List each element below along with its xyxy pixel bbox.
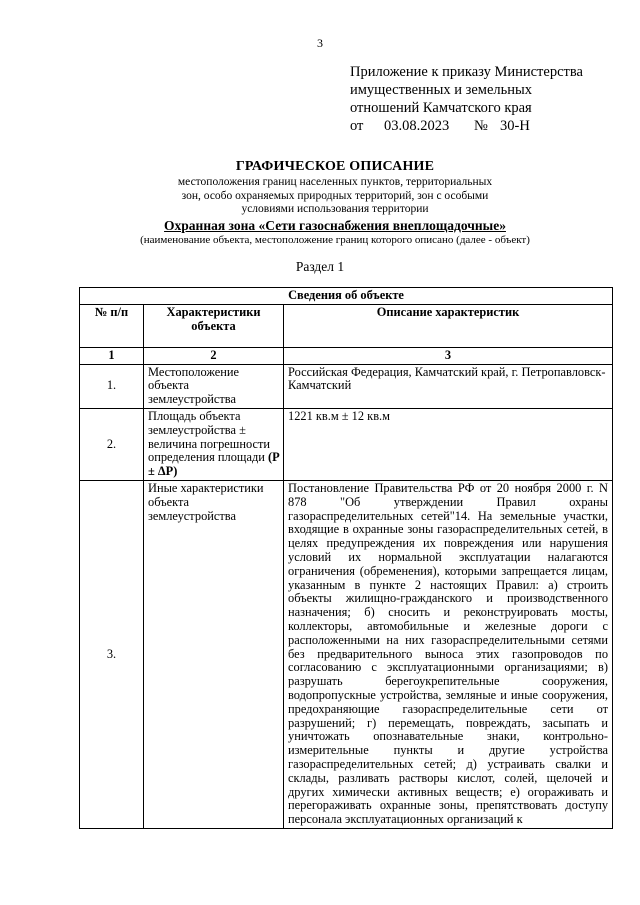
object-info-table	[79, 287, 613, 829]
row-characteristic: Площадь объекта землеустройства ± величина погрешности определения площади	[148, 408, 271, 465]
appendix-line-2: имущественных и земельных	[350, 82, 533, 98]
row-number: 1.	[80, 364, 144, 408]
header-characteristic: Характеристики объекта	[144, 304, 284, 347]
area-formula: (P ± ΔP)	[148, 450, 280, 479]
table-row	[80, 364, 613, 408]
column-index-row	[80, 347, 613, 364]
section-heading: Раздел 1	[295, 259, 345, 274]
header-description: Описание характеристик	[284, 304, 613, 347]
row-characteristic-cell	[144, 408, 284, 480]
table-header-row	[80, 304, 613, 347]
row-description: 1221 кв.м ± 12 кв.м	[284, 408, 613, 480]
number-label: №	[474, 118, 488, 134]
page-number: 3	[317, 36, 323, 50]
row-characteristic: Местоположение объекта землеустройства	[144, 364, 284, 408]
row-characteristic: Иные характеристики объекта землеустройства	[144, 480, 284, 828]
document-title: ГРАФИЧЕСКОЕ ОПИСАНИЕ	[235, 159, 435, 174]
row-number: 3.	[80, 480, 144, 828]
order-number: 30-Н	[500, 118, 530, 134]
from-label: от	[350, 118, 364, 134]
table-row	[80, 480, 613, 828]
appendix-line-3: отношений Камчатского края	[350, 100, 532, 116]
appendix-line-1: Приложение к приказу Министерства	[350, 64, 583, 80]
table-caption-row	[80, 288, 613, 305]
subtitle-line-2: зон, особо охраняемых природных территорий, зон с особыми	[181, 189, 489, 202]
table-row	[80, 408, 613, 480]
table-caption: Сведения об объекте	[80, 288, 613, 305]
subtitle-line-1: местоположения границ населенных пунктов, территориальных	[177, 176, 493, 188]
column-index: 2	[144, 347, 284, 364]
header-number: № п/п	[80, 304, 144, 347]
order-date: 03.08.2023	[384, 118, 450, 134]
order-date-number	[350, 117, 620, 135]
column-index: 1	[80, 347, 144, 364]
column-index: 3	[284, 347, 613, 364]
subtitle-line-3: условиями использования территории	[241, 203, 429, 216]
object-name-note: (наименование объекта, местоположение границ которого описано (далее - объект)	[140, 233, 530, 246]
object-name: Охранная зона «Сети газоснабжения внеплощадочные»	[164, 217, 506, 233]
row-description: Российская Федерация, Камчатский край, г. Петропавловск-Камчатский	[284, 364, 613, 408]
title-block	[110, 158, 560, 247]
row-description: Постановление Правительства РФ от 20 ноября 2000 г. N 878 "Об утверждении Правил охраны газораспределительных сетей"14. На земельные участки, входящие в охранные зоны газораспределительных сетей, в целях предупреждения их повреждения или нарушения условий их нормальной эксплуатации налагаются ограничения (обременения), которыми запрещается лицам, указанным в пункте 2 настоящих Правил: а) строить объекты жилищно-гражданского и производственного назначения; б) сносить и реконструировать мосты, коллекторы, автомобильные и железные дороги с расположенными на них газораспределительными сетями без предварительного выноса этих газопроводов по согласованию с эксплуатационными организациями; в) разрушать берегоукрепительные сооружения, водопропускные устройства, земляные и иные сооружения, предохраняющие газораспределительные сети от разрушений; г) перемещать, повреждать, засыпать и уничтожать опознавательные знаки, контрольно-измерительные пункты и другие устройства газораспределительных сетей; д) устраивать свалки и склады, разливать растворы кислот, солей, щелочей и других химически активных веществ; е) огораживать и перегораживать охранные зоны, препятствовать доступу персонала эксплуатационных организаций к	[284, 480, 613, 828]
row-number: 2.	[80, 408, 144, 480]
appendix-header	[350, 63, 620, 135]
